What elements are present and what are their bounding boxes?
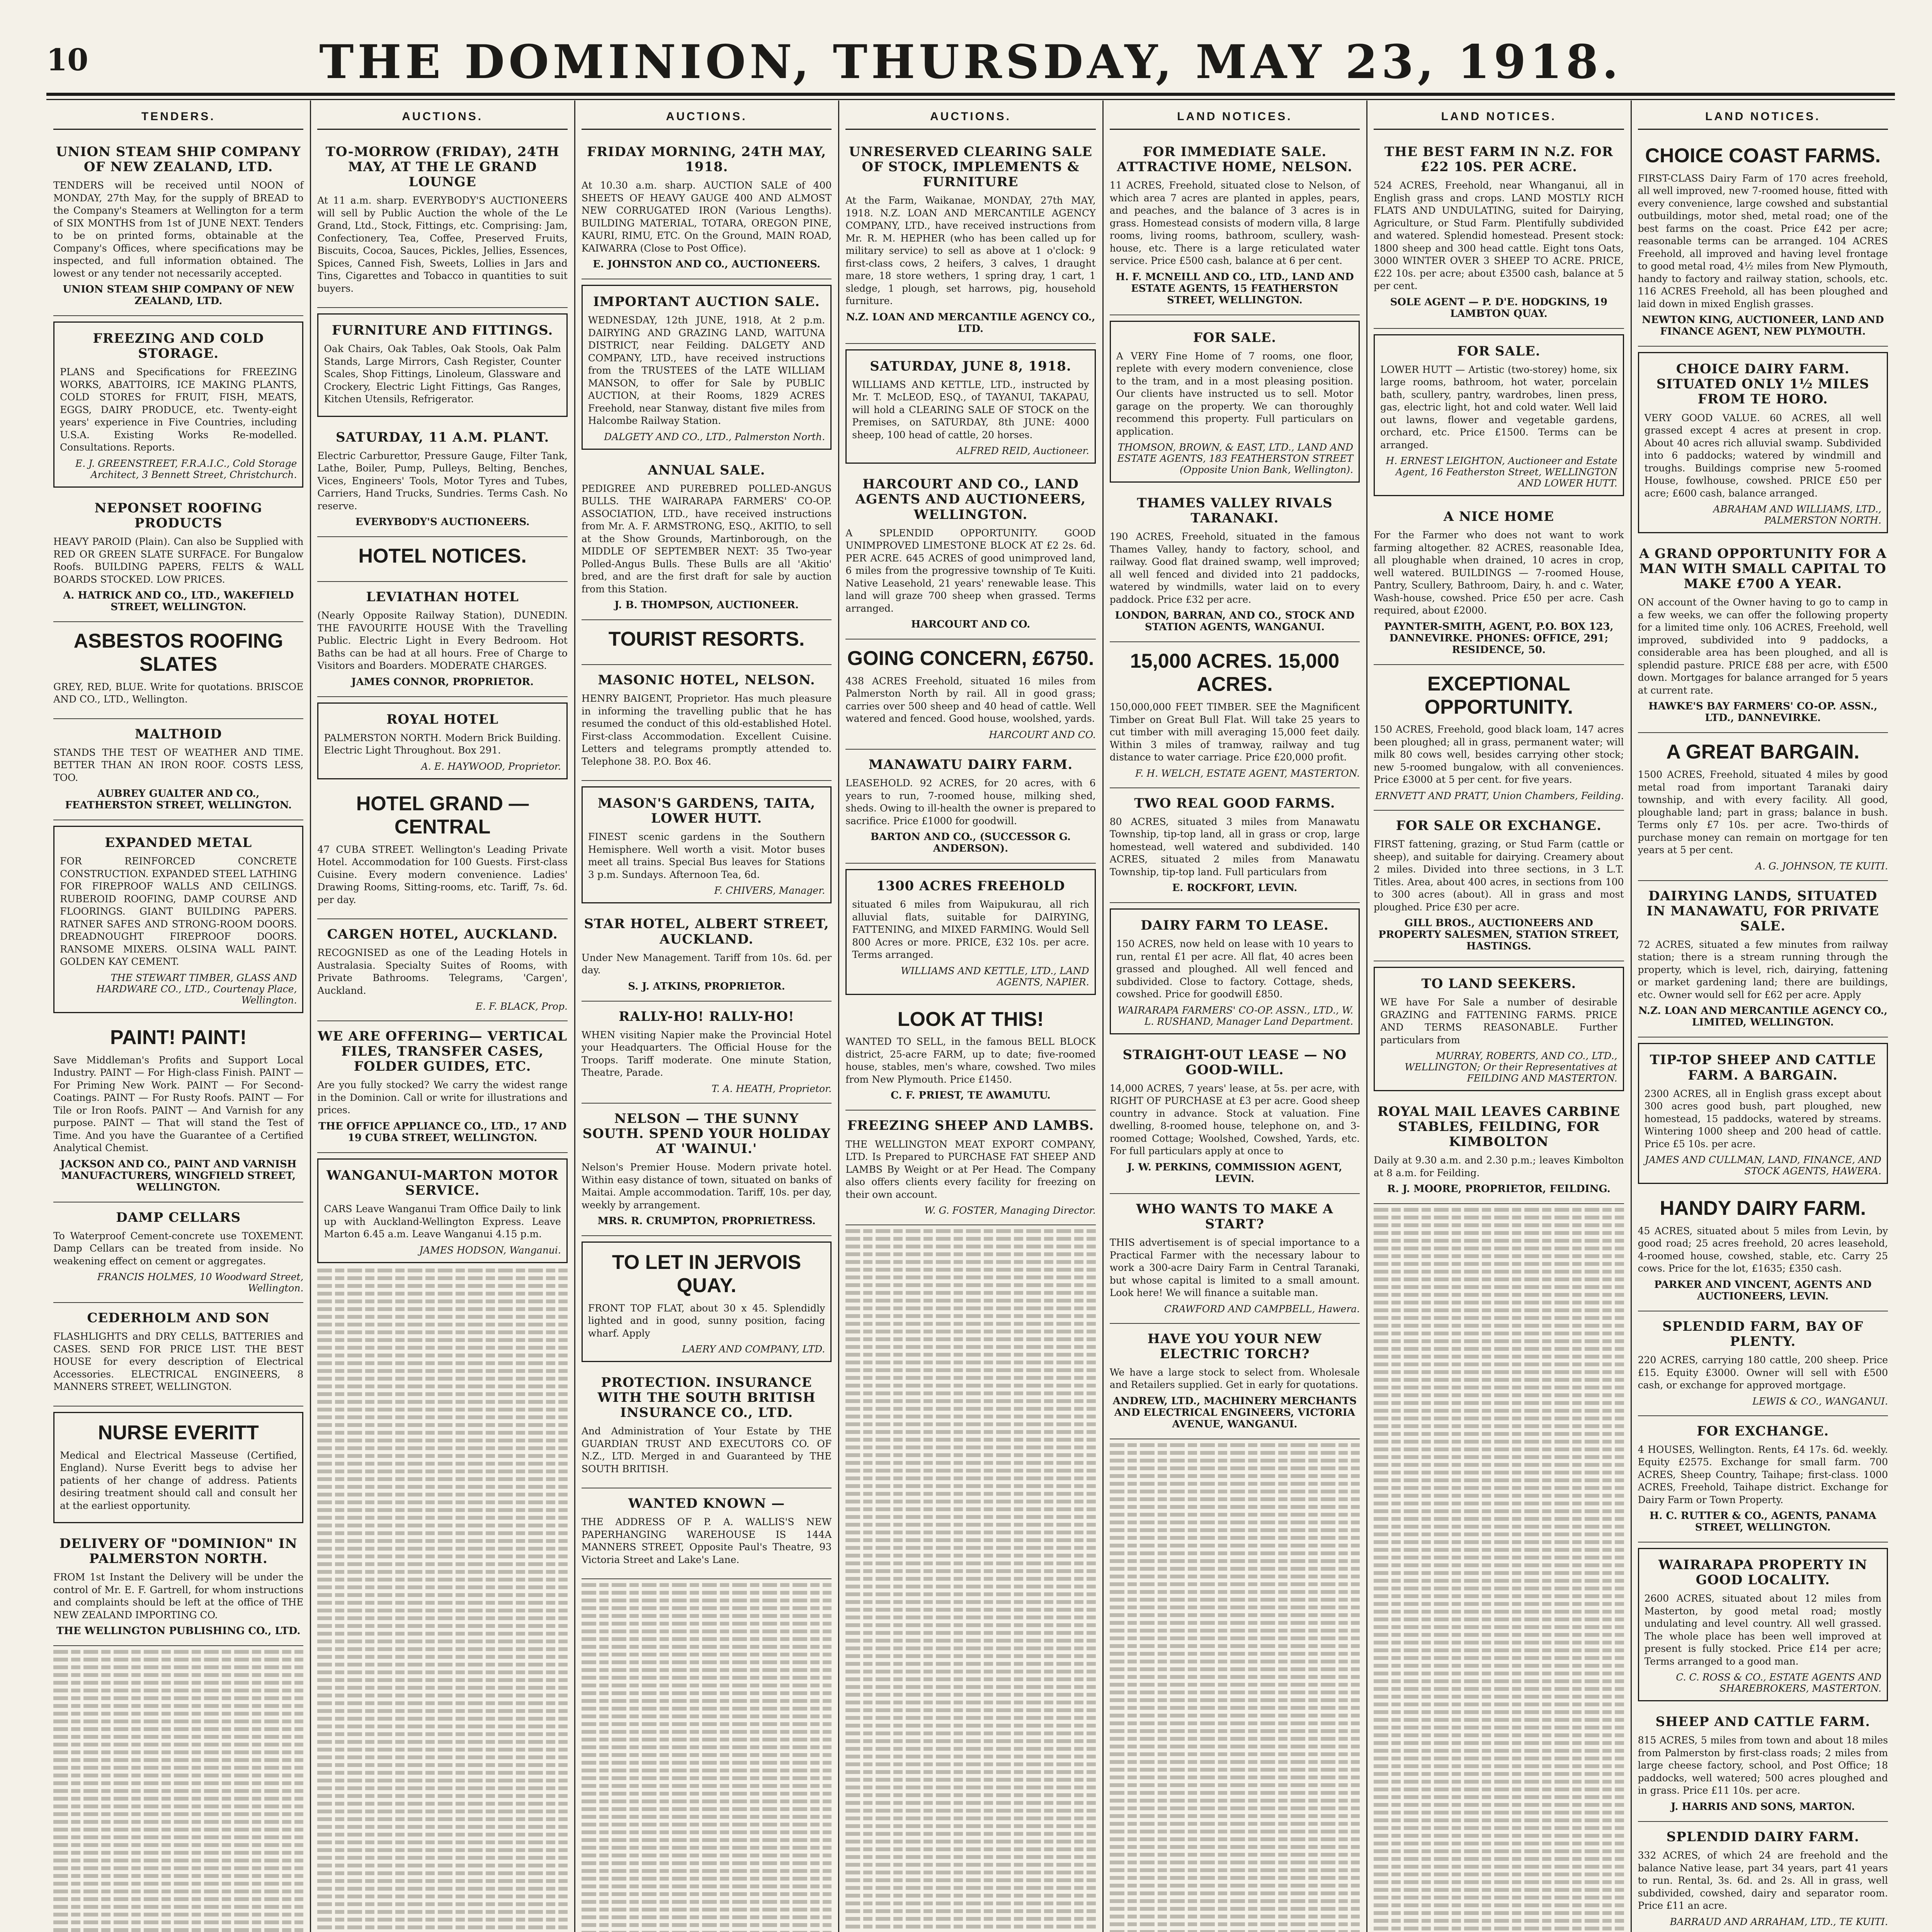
ad-title: RALLY-HO! RALLY-HO! bbox=[619, 1009, 794, 1024]
masthead-rule bbox=[46, 93, 1895, 96]
ad-title: MANAWATU DAIRY FARM. bbox=[868, 757, 1073, 772]
ad-body: At 11 a.m. sharp. EVERYBODY'S AUCTIONEERS will sell by Public Auction the whole of the Le Grand, Ltd., Stock, Fittings, etc. Comprising: Jam, Confectionery, Tea, Coffee, Preserved Fruits, Biscuits, Cocoa, Sauces, Pickles, Jellies, Essences, Spices, Canned Fish, Sweets, Lollies in Jars and Tins, Cigarettes and Tobacco in quantities to suit buyers. bbox=[317, 195, 568, 294]
ad-body: (Nearly Opposite Railway Station), DUNEDIN. THE FAVOURITE HOUSE With the Travelling Public. Electric Light in Every Bedroom. Hot Baths can be had at all hours. Free of Charge to Visitors and Boarders. MODERATE CHARGES. bbox=[317, 610, 568, 672]
ad-body: 190 ACRES, Freehold, situated in the famous Thames Valley, handy to factory, school, and railway. Good flat drained swamp, well improved; all well fenced and divided into 21 paddocks, watered by windmills, water laid on to every paddock. Price £32 per acre. bbox=[1109, 531, 1360, 605]
ad-title: DELIVERY OF "DOMINION" IN PALMERSTON NORTH. bbox=[59, 1536, 298, 1567]
ad-title: 1300 ACRES FREEHOLD bbox=[876, 878, 1065, 894]
ad-body: A SPLENDID OPPORTUNITY. GOOD UNIMPROVED LIMESTONE BLOCK AT £2 2s. 6d. PER ACRE. 645 ACRES of good unimproved land, 6 miles from the progressive township of Te Kuiti. Native Leasehold, 21 years' renewable lease. This land will graze 700 sheep when grassed. Terms arranged. bbox=[845, 527, 1096, 614]
advertisement bbox=[582, 620, 832, 665]
ad-body: HENRY BAIGENT, Proprietor. Has much pleasure in informing the travelling public that he has resumed the conduct of this old-established Hotel. First-class Accommodation. Excellent Cuisine. Letters and telegrams promptly attended to. Telephone 38. P.O. Box 46. bbox=[581, 693, 832, 767]
ad-body: FRONT TOP FLAT, about 30 x 45. Splendidly lighted and in good, sunny position, facing wharf. Apply bbox=[588, 1302, 825, 1339]
ad-signature: H. ERNEST LEIGHTON, Auctioneer and Estate Agent, 16 Featherston Street, WELLINGTON AND LOWER HUTT. bbox=[1386, 455, 1617, 489]
ad-title: A GRAND OPPORTUNITY FOR A MAN WITH SMALL CAPITAL TO MAKE £700 A YEAR. bbox=[1639, 546, 1887, 592]
advertisement bbox=[1638, 733, 1888, 881]
column-filler bbox=[1110, 1443, 1360, 1932]
column-heading: AUCTIONS. bbox=[845, 106, 1095, 130]
advertisement bbox=[53, 1019, 303, 1202]
advertisement bbox=[1638, 1189, 1888, 1311]
ad-title: FOR EXCHANGE. bbox=[1697, 1423, 1829, 1439]
advertisement bbox=[582, 665, 832, 781]
ad-title: FREEZING AND COLD STORAGE. bbox=[93, 331, 264, 362]
advertisement bbox=[53, 1529, 303, 1646]
advertisement bbox=[582, 786, 832, 903]
advertisement bbox=[1638, 1311, 1888, 1416]
ad-signature: JAMES AND CULLMAN, LAND, FINANCE, AND STOCK AGENTS, HAWERA. bbox=[1645, 1154, 1881, 1177]
ad-title: WAIRARAPA PROPERTY IN GOOD LOCALITY. bbox=[1658, 1557, 1867, 1588]
ad-signature: JACKSON AND CO., PAINT AND VARNISH MANUFACTURERS, WINGFIELD STREET, WELLINGTON. bbox=[60, 1158, 297, 1193]
ad-signature: ABRAHAM AND WILLIAMS, LTD., PALMERSTON NORTH. bbox=[1713, 503, 1881, 526]
advertisement bbox=[1110, 788, 1360, 903]
column-1 bbox=[46, 106, 310, 1932]
advertisement bbox=[317, 422, 567, 537]
ad-title: PROTECTION. INSURANCE WITH THE SOUTH BRITISH INSURANCE CO., LTD. bbox=[597, 1375, 816, 1421]
ad-title: IMPORTANT AUCTION SALE. bbox=[593, 294, 820, 310]
ad-signature: THE STEWART TIMBER, GLASS AND HARDWARE CO., LTD., Courtenay Place, Wellington. bbox=[96, 972, 297, 1006]
ad-title: TO-MORROW (FRIDAY), 24TH MAY, AT THE LE GRAND LOUNGE bbox=[325, 144, 560, 190]
ad-title: ASBESTOS ROOFING SLATES bbox=[73, 630, 283, 675]
ad-signature: MRS. R. CRUMPTON, PROPRIETRESS. bbox=[597, 1215, 816, 1227]
ad-body: CARS Leave Wanganui Tram Office Daily to link up with Auckland-Wellington Express. Leave Marton 6.45 a.m. Leave Wanganui 4.15 p.m. bbox=[324, 1203, 561, 1240]
ad-signature: MURRAY, ROBERTS, AND CO., LTD., WELLINGTON; Or their Representatives at FEILDING AND MASTERTON. bbox=[1405, 1050, 1617, 1084]
ad-body: Save Middleman's Profits and Support Local Industry. PAINT — For High-class Finish. PAINT — For Priming New Work. PAINT — For Second-Coatings. PAINT — For Rusty Roofs. PAINT — For Tile or Iron Roofs. PAINT — And Varnish for any purpose. PAINT — That will stand the Test of Time. And you have the Guarantee of a Certified Analytical Chemist. bbox=[53, 1054, 304, 1154]
ad-title: EXCEPTIONAL OPPORTUNITY. bbox=[1424, 672, 1573, 718]
advertisement bbox=[53, 1303, 303, 1406]
column-filler bbox=[53, 1650, 303, 1932]
ad-body: 150 ACRES, Freehold, good black loam, 147 acres been ploughed; all in grass, permanent water; will milk 80 cows well, besides carrying other stock; new 5-roomed bungalow, with all conveniences. Price £3000 at 5 per cent. for five years. bbox=[1374, 724, 1624, 786]
ad-title: ROYAL MAIL LEAVES CARBINE STABLES, FEILDING, FOR KIMBOLTON bbox=[1377, 1104, 1621, 1150]
ad-body: 438 ACRES Freehold, situated 16 miles from Palmerston North by rail. All in good grass; carries over 500 sheep and 40 head of cattle. Well watered and fenced. Good house, woolshed, yards. bbox=[845, 675, 1096, 724]
advertisement bbox=[1638, 1822, 1888, 1932]
ad-title: TOURIST RESORTS. bbox=[608, 628, 805, 651]
ad-title: MASONIC HOTEL, NELSON. bbox=[598, 672, 815, 688]
ad-body: ON account of the Owner having to go to camp in a few weeks, we can offer the following property for a limited time only. 106 ACRES, Freehold, well improved, subdivided into 9 paddocks, a considerable area has been ploughed, and all is splendid pasture. PRICE £88 per acre, with £500 down. Mortgages for balance arranged for 5 years at current rate. bbox=[1638, 597, 1888, 696]
ad-signature: C. C. ROSS & CO., ESTATE AGENTS AND SHAREBROKERS, MASTERTON. bbox=[1676, 1672, 1881, 1694]
column-5 bbox=[1103, 106, 1367, 1932]
ad-title: WE ARE OFFERING— VERTICAL FILES, TRANSFER CASES, FOLDER GUIDES, ETC. bbox=[318, 1029, 567, 1075]
ad-signature: F. CHIVERS, Manager. bbox=[714, 885, 825, 896]
column-2 bbox=[310, 106, 574, 1932]
ad-signature: H. C. RUTTER & CO., AGENTS, PANAMA STREET, WELLINGTON. bbox=[1649, 1510, 1876, 1534]
ad-body: Electric Carburettor, Pressure Gauge, Filter Tank, Lathe, Boiler, Pump, Pulleys, Belting, Benches, Vices, Engineers' Tools, Motor Tyres and Tubes, Carriers, Hand Trucks, Sundries. Terms Cash. No reserve. bbox=[317, 450, 568, 512]
ad-signature: THOMSON, BROWN, & EAST, LTD., LAND AND ESTATE AGENTS, 183 FEATHERSTON STREET (Opposite Union Bank, Wellington). bbox=[1117, 442, 1354, 476]
ad-body: At the Farm, Waikanae, MONDAY, 27th MAY, 1918. N.Z. LOAN AND MERCANTILE AGENCY COMPANY, LTD., have received instructions from Mr. R. M. HEPHER (who has been called up for military service) to sell as above at 1 o'clock: 9 first-class cows, 2 heifers, 3 calves, 1 draught mare, 18 store wethers, 1 spring dray, 1 cart, 1 sledge, 1 plough, set harrows, pig, household furniture. bbox=[845, 195, 1096, 307]
ad-signature: LEWIS & CO., WANGANUI. bbox=[1752, 1395, 1888, 1407]
advertisement bbox=[53, 1412, 303, 1523]
ad-title: TIP-TOP SHEEP AND CATTLE FARM. A BARGAIN. bbox=[1650, 1052, 1876, 1083]
advertisement bbox=[1638, 352, 1888, 533]
advertisement bbox=[53, 321, 303, 488]
ad-title: TWO REAL GOOD FARMS. bbox=[1134, 795, 1335, 811]
ad-signature: N.Z. LOAN AND MERCANTILE AGENCY CO., LIMITED, WELLINGTON. bbox=[1638, 1005, 1888, 1029]
ad-body: A VERY Fine Home of 7 rooms, one floor, replete with every modern convenience, close to the tram, and in a most pleasing position. Our clients have instructed us to sell. Motor garage on the property. We can thoroughly recommend this property. Full particulars on application. bbox=[1116, 350, 1354, 437]
ad-title: A GREAT BARGAIN. bbox=[1666, 741, 1860, 764]
ad-title: FOR SALE. bbox=[1193, 330, 1277, 345]
ad-title: ANNUAL SALE. bbox=[648, 462, 765, 478]
ad-body: FINEST scenic gardens in the Southern Hemisphere. Well worth a visit. Motor buses meet all trains. Special Bus leaves for Stations 3 p.m. Sundays. Afternoon Tea, 6d. bbox=[588, 831, 825, 880]
advertisement bbox=[1374, 137, 1624, 329]
ad-title: SPLENDID DAIRY FARM. bbox=[1666, 1829, 1859, 1845]
ad-body: 47 CUBA STREET. Wellington's Leading Private Hotel. Accommodation for 100 Guests. First-class Cuisine. Every modern convenience. Ladies' Drawing Rooms, Sitting-rooms, etc. Tariff, 7s. 6d. per day. bbox=[317, 844, 568, 905]
masthead bbox=[46, 31, 1895, 89]
page-number: 10 bbox=[46, 43, 88, 78]
ad-body: PALMERSTON NORTH. Modern Brick Building. Electric Light Throughout. Box 291. bbox=[324, 732, 561, 756]
advertisement bbox=[1110, 908, 1360, 1034]
advertisement bbox=[582, 1488, 832, 1579]
ad-title: STAR HOTEL, ALBERT STREET, AUCKLAND. bbox=[584, 916, 829, 947]
ad-body: THE ADDRESS OF P. A. WALLIS'S NEW PAPERHANGING WAREHOUSE IS 144A MANNERS STREET, Opposite Paul's Theatre, 93 Victoria Street and Lake's Lane. bbox=[581, 1516, 832, 1565]
column-filler bbox=[1374, 1208, 1624, 1932]
ad-title: THE BEST FARM IN N.Z. FOR £22 10S. PER ACRE. bbox=[1384, 144, 1613, 175]
ad-body: 1500 ACRES, Freehold, situated 4 miles by good metal road from important Taranaki dairy township, and with every facility. All good, ploughable land; part in grass; balance in bush. Terms only £7 10s. per acre. Two-thirds of purchase money can remain on mortgage for ten years at 5 per cent. bbox=[1638, 769, 1888, 856]
ad-body: 4 HOUSES, Wellington. Rents, £4 17s. 6d. weekly. Equity £2575. Exchange for small farm. 700 ACRES, Sheep Country, Taihape; first-class. 1000 ACRES, Freehold, Taihape district. Exchange for Dairy Farm or Town Property. bbox=[1638, 1444, 1888, 1505]
ad-signature: C. F. PRIEST, TE AWAMUTU. bbox=[891, 1090, 1051, 1102]
advertisement bbox=[1638, 137, 1888, 347]
advertisement bbox=[1638, 1416, 1888, 1543]
ad-title: HOTEL NOTICES. bbox=[358, 545, 527, 568]
advertisement bbox=[1374, 502, 1624, 665]
advertisement bbox=[1374, 1097, 1624, 1204]
advertisement bbox=[317, 1158, 567, 1263]
ad-body: STANDS THE TEST OF WEATHER AND TIME. BETTER THAN AN IRON ROOF. COSTS LESS, TOO. bbox=[53, 747, 304, 783]
ad-signature: ERNVETT AND PRATT, Union Chambers, Feilding. bbox=[1375, 790, 1624, 801]
ad-title: DAIRYING LANDS, SITUATED IN MANAWATU, FOR PRIVATE SALE. bbox=[1646, 888, 1879, 934]
ad-body: 80 ACRES, situated 3 miles from Manawatu Township, tip-top land, all in grass or crop, large homestead, well watered and subdivided. 140 ACRES, situated 2 miles from Manawatu Township, tip-top land. Full particulars from bbox=[1109, 816, 1360, 878]
advertisement bbox=[582, 1242, 832, 1362]
ad-signature: R. J. MOORE, PROPRIETOR, FEILDING. bbox=[1387, 1183, 1611, 1195]
ad-body: Under New Management. Tariff from 10s. 6d. per day. bbox=[581, 952, 832, 976]
ad-signature: BARRAUD AND ARRAHAM, LTD., TE KUITI. bbox=[1670, 1916, 1888, 1927]
column-filler bbox=[317, 1269, 567, 1932]
ad-body: WILLIAMS AND KETTLE, LTD., instructed by Mr. T. McLEOD, ESQ., of TAYANUI, TAKAPAU, will hold a CLEARING SALE OF STOCK on the Premises, on SATURDAY, 8th JUNE: 4000 sheep, 100 head of cattle, 20 horses. bbox=[852, 379, 1089, 440]
column-filler bbox=[582, 1583, 832, 1932]
ad-signature: J. W. PERKINS, COMMISSION AGENT, LEVIN. bbox=[1127, 1161, 1342, 1185]
ad-signature: J. B. THOMPSON, AUCTIONEER. bbox=[614, 599, 799, 611]
ad-body: FROM 1st Instant the Delivery will be under the control of Mr. E. F. Gartrell, for whom instructions and complaints should be left at the office of THE NEW ZEALAND IMPORTING CO. bbox=[53, 1571, 304, 1621]
ad-body: To Waterproof Cement-concrete use TOXEMENT. Damp Cellars can be treated from inside. No weakening effect on cement or aggregates. bbox=[53, 1230, 304, 1267]
ad-signature: WILLIAMS AND KETTLE, LTD., LAND AGENTS, NAPIER. bbox=[901, 965, 1089, 988]
ad-body: FOR REINFORCED CONCRETE CONSTRUCTION. EXPANDED STEEL LATHING FOR FIREPROOF WALLS AND CEILINGS. RUBEROID ROOFING, DAMP COURSE AND FLOORINGS. GIANT BUILDING PAPERS. RATNER SAFES AND STRONG-ROOM DOORS. DREADNOUGHT FIREPROOF DOORS. RANSOME MIXERS. OLSINA WALL PAINT. GOLDEN KAY CEMENT. bbox=[60, 855, 297, 968]
ad-body: GREY, RED, BLUE. Write for quotations. BRISCOE AND CO., LTD., Wellington. bbox=[53, 681, 304, 705]
advertisement bbox=[1374, 665, 1624, 811]
column-heading: LAND NOTICES. bbox=[1374, 106, 1624, 130]
ad-signature: AUBREY GUALTER AND CO., FEATHERSTON STREET, WELLINGTON. bbox=[65, 788, 292, 811]
ad-signature: ALFRED REID, Auctioneer. bbox=[956, 445, 1089, 457]
column-heading: AUCTIONS. bbox=[582, 106, 832, 130]
ad-body: Oak Chairs, Oak Tables, Oak Stools, Oak Palm Stands, Large Mirrors, Cash Register, Counter Scales, Shop Fittings, Linoleum, Glassware and Crockery, Electric Light Fittings, Gas Ranges, Kitchen Utensils, Refrigerator. bbox=[324, 343, 561, 405]
advertisement bbox=[582, 137, 832, 279]
ad-body: 45 ACRES, situated about 5 miles from Levin, by good road; 25 acres freehold, 20 acres leasehold, 4-roomed house, cowshed, stable, etc. Carry 25 cows. Price for the lot, £1635; £350 cash. bbox=[1638, 1225, 1888, 1274]
ad-title: DAMP CELLARS bbox=[116, 1209, 241, 1225]
advertisement bbox=[1110, 488, 1360, 642]
advertisement bbox=[317, 1021, 567, 1153]
ad-title: SATURDAY, JUNE 8, 1918. bbox=[870, 358, 1071, 374]
ad-body: Daily at 9.30 a.m. and 2.30 p.m.; leaves Kimbolton at 8 a.m. for Feilding. bbox=[1374, 1155, 1624, 1179]
ad-title: DAIRY FARM TO LEASE. bbox=[1141, 918, 1329, 934]
ad-body: 2600 ACRES, situated about 12 miles from Masterton, by good metal road; mostly undulating and level country. All well grassed. The whole place has been well improved at present is fully stocked. Price £14 per acre; Terms arranged to a good man. bbox=[1644, 1593, 1881, 1667]
ad-title: FOR SALE OR EXCHANGE. bbox=[1396, 818, 1602, 833]
advertisement bbox=[845, 137, 1095, 344]
advertisement bbox=[317, 313, 567, 417]
advertisement bbox=[1374, 334, 1624, 497]
ad-signature: EVERYBODY'S AUCTIONEERS. bbox=[355, 516, 530, 528]
column-6 bbox=[1367, 106, 1631, 1932]
ad-signature: W. G. FOSTER, Managing Director. bbox=[924, 1205, 1096, 1216]
column-7 bbox=[1631, 106, 1895, 1932]
ad-body: 2300 ACRES, all in English grass except about 300 acres good bush, part ploughed, new homestead, 15 paddocks, watered by streams. Wintering 1000 sheep and 200 head of cattle. Price £5 10s. per acre. bbox=[1644, 1088, 1881, 1150]
ad-title: FREEZING SHEEP AND LAMBS. bbox=[847, 1118, 1094, 1134]
ad-body: 11 ACRES, Freehold, situated close to Nelson, of which area 7 acres are planted in apples, pears, and peaches, and the balance of 3 acres is in grass. Homestead consists of modern villa, 8 large rooms, living rooms, bathroom, scullery, wash-house, etc. There is a large reticulated water service. Price £500 cash, balance at 6 per cent. bbox=[1109, 180, 1360, 267]
ad-title: HARCOURT AND CO., LAND AGENTS AND AUCTIONEERS, WELLINGTON. bbox=[855, 476, 1086, 522]
ad-signature: N.Z. LOAN AND MERCANTILE AGENCY CO., LTD. bbox=[846, 311, 1095, 335]
ad-title: ROYAL HOTEL bbox=[386, 711, 499, 727]
ad-signature: J. HARRIS AND SONS, MARTON. bbox=[1671, 1801, 1855, 1813]
ad-title: WHO WANTS TO MAKE A START? bbox=[1136, 1201, 1333, 1232]
ad-title: A NICE HOME bbox=[1443, 509, 1554, 525]
advertisement bbox=[582, 455, 832, 621]
ad-title: CHOICE COAST FARMS. bbox=[1645, 145, 1881, 167]
ad-signature: HARCOURT AND CO. bbox=[911, 619, 1031, 631]
ad-signature: LONDON, BARRAN, AND CO., STOCK AND STATION AGENTS, WANGANUI. bbox=[1115, 610, 1355, 633]
advertisement bbox=[582, 285, 832, 450]
advertisement bbox=[53, 719, 303, 821]
ad-body: 72 ACRES, situated a few minutes from railway station; there is a stream running through the property, which is level, rich, dairying, fattening or market gardening land; there are buildings, etc. Owner would sell for £62 per acre. Apply bbox=[1638, 939, 1888, 1000]
ad-signature: BARTON AND CO., (SUCCESSOR G. ANDERSON). bbox=[870, 831, 1071, 855]
ad-title: 15,000 ACRES. 15,000 ACRES. bbox=[1130, 650, 1340, 696]
advertisement bbox=[53, 1202, 303, 1303]
advertisement bbox=[1374, 967, 1624, 1091]
ad-title: SPLENDID FARM, BAY OF PLENTY. bbox=[1662, 1318, 1864, 1350]
column-divider bbox=[838, 100, 839, 1932]
ad-title: CARGEN HOTEL, AUCKLAND. bbox=[327, 927, 558, 942]
ad-signature: T. A. HEATH, Proprietor. bbox=[711, 1083, 832, 1094]
advertisement bbox=[1638, 1043, 1888, 1184]
ad-signature: CRAWFORD AND CAMPBELL, Hawera. bbox=[1164, 1303, 1360, 1315]
ad-body: THE WELLINGTON MEAT EXPORT COMPANY, LTD. Is Prepared to PURCHASE FAT SHEEP AND LAMBS By Weight or at Per Head. The Company also offers clients every facility for freezing on their own account. bbox=[845, 1138, 1096, 1200]
advertisement bbox=[317, 537, 567, 582]
ad-signature: UNION STEAM SHIP COMPANY OF NEW ZEALAND, LTD. bbox=[63, 284, 294, 307]
ad-title: NELSON — THE SUNNY SOUTH. SPEND YOUR HOLIDAY AT 'WAINUI.' bbox=[582, 1111, 831, 1156]
ad-body: At 10.30 a.m. sharp. AUCTION SALE of 400 SHEETS OF HEAVY GAUGE 400 AND ALMOST NEW CORRUGATED IRON (Various Lengths). BUILDING MATERIAL, TOTARA, OREGON PINE, KAURI, RIMU, ETC. On the Ground, MAIN ROAD, KAIWARRA (Close to Post Office). bbox=[581, 180, 832, 254]
ad-signature: JAMES HODSON, Wanganui. bbox=[419, 1244, 561, 1256]
ad-body: 150 ACRES, now held on lease with 10 years to run, rental £1 per acre. All flat, 40 acres been grassed and ploughed. All well fenced and subdivided. Close to factory. Cottage, sheds, cowshed. Price for goodwill £850. bbox=[1116, 938, 1354, 1000]
advertisement bbox=[1638, 1707, 1888, 1822]
ad-body: And Administration of Your Estate by THE GUARDIAN TRUST AND EXECUTORS CO. OF N.Z., LTD. Merged in and Guaranteed by THE SOUTH BRITISH. bbox=[581, 1425, 832, 1475]
ad-body: Are you fully stocked? We carry the widest range in the Dominion. Call or write for illustrations and prices. bbox=[317, 1079, 568, 1116]
ad-signature: E. J. GREENSTREET, F.R.A.I.C., Cold Storage Architect, 3 Bennett Street, Christchurch. bbox=[75, 457, 297, 480]
ad-body: 332 ACRES, of which 24 are freehold and the balance Native lease, part 34 years, part 41 years to run. Rental, 3s. 6d. and 2s. All in grass, well subdivided, cowshed, dairy and separator room. Price £11 an acre. bbox=[1638, 1850, 1888, 1912]
advertisement bbox=[1638, 1548, 1888, 1701]
advertisement bbox=[53, 622, 303, 719]
ad-title: MALTHOID bbox=[134, 726, 222, 742]
ad-title: THAMES VALLEY RIVALS TARANAKI. bbox=[1137, 495, 1333, 526]
ad-title: HAVE YOU YOUR NEW ELECTRIC TORCH? bbox=[1147, 1331, 1322, 1362]
advertisement bbox=[1110, 642, 1360, 788]
advertisement bbox=[1110, 137, 1360, 315]
ad-signature: E. F. BLACK, Prop. bbox=[475, 1001, 568, 1012]
advertisement bbox=[845, 639, 1095, 750]
ad-title: GOING CONCERN, £6750. bbox=[847, 647, 1094, 670]
ad-body: 150,000,000 FEET TIMBER. SEE the Magnificent Timber on Great Bull Flat. Will take 25 years to cut timber with mill averaging 15,000 feet daily. Within 3 miles of tramway, railway and tug distance to water carriage. Price £20,000 profit. bbox=[1109, 701, 1360, 763]
ad-title: LOOK AT THIS! bbox=[897, 1008, 1044, 1031]
advertisement bbox=[1110, 1040, 1360, 1194]
ad-body: 14,000 ACRES, 7 years' lease, at 5s. per acre, with RIGHT OF PURCHASE at £3 per acre. Good sheep country in advance. Stock at valuation. Fine dwelling, 8-roomed house, telephone on, and 3-roomed Cottage; Woolshed, Cowshed, Yards, etc. For full particulars apply at once to bbox=[1109, 1082, 1360, 1157]
ad-signature: HAWKE'S BAY FARMERS' CO-OP. ASSN., LTD., DANNEVIRKE. bbox=[1648, 701, 1878, 724]
ad-body: RECOGNISED as one of the Leading Hotels in Australasia. Specialty Suites of Rooms, with Private Bathrooms. Telegrams, 'Cargen', Auckland. bbox=[317, 947, 568, 996]
ad-title: FOR IMMEDIATE SALE. ATTRACTIVE HOME, NELSON. bbox=[1117, 144, 1353, 175]
ad-signature: HARCOURT AND CO. bbox=[989, 729, 1096, 740]
ad-body: For the Farmer who does not want to work farming altogether. 82 ACRES, reasonable Idea, all ploughable when drained, 10 acres in crop, well watered. BUILDINGS — 7-roomed House, Pantry, Scullery, Bathroom, Dairy, h. and c. Water, Wash-house, cowshed. Price £50 per acre. Cash required, about £2000. bbox=[1374, 529, 1624, 616]
ad-title: FURNITURE AND FITTINGS. bbox=[332, 323, 553, 338]
column-divider bbox=[1366, 100, 1367, 1932]
ad-signature: NEWTON KING, AUCTIONEER, LAND AND FINANCE AGENT, NEW PLYMOUTH. bbox=[1641, 314, 1884, 338]
ad-body: 815 ACRES, 5 miles from town and about 18 miles from Palmerston by first-class roads; 2 miles from large cheese factory, school, and Post Office; 18 paddocks, well watered; 500 acres ploughed and in grass. Price £11 10s. per acre. bbox=[1638, 1735, 1888, 1796]
column-divider bbox=[1102, 100, 1104, 1932]
ad-signature: DALGETY AND CO., LTD., Palmerston North. bbox=[604, 431, 825, 442]
ad-signature: A. HATRICK AND CO., LTD., WAKEFIELD STREET, WELLINGTON. bbox=[63, 590, 294, 613]
ad-body: FIRST-CLASS Dairy Farm of 170 acres freehold, all well improved, new 7-roomed house, fitted with every convenience, large cowshed and substantial outbuildings, motor shed, metal road; one of the best farms on the coast. Price £42 per acre; reasonable terms can be arranged. 104 ACRES Freehold, all improved and having level frontage to good metal road, 4½ miles from New Plymouth, handy to factory and railway station, schools, etc. 116 ACRES Freehold, all has been ploughed and laid down in mixed English grasses. bbox=[1638, 172, 1888, 310]
ad-title: NURSE EVERITT bbox=[98, 1421, 259, 1444]
ad-title: UNION STEAM SHIP COMPANY OF NEW ZEALAND, LTD. bbox=[56, 144, 301, 175]
ad-body: WEDNESDAY, 12th JUNE, 1918, At 2 p.m. DAIRYING AND GRAZING LAND, WAITUNA DISTRICT, near Feilding. DALGETY AND COMPANY, LTD., have received instructions from the TRUSTEES of the LATE WILLIAM MANSON, to offer for Sale by PUBLIC AUCTION, at their Rooms, 1829 ACRES Freehold, near Stanway, distant five miles from Halcombe Railway Station. bbox=[588, 315, 825, 427]
ad-signature: E. JOHNSTON AND CO., AUCTIONEERS. bbox=[593, 259, 821, 270]
ad-title: WANGANUI-MARTON MOTOR SERVICE. bbox=[326, 1167, 559, 1199]
advertisement bbox=[317, 702, 567, 779]
advertisement bbox=[582, 1104, 832, 1236]
ad-signature: JAMES CONNOR, PROPRIETOR. bbox=[351, 676, 534, 688]
ad-signature: THE OFFICE APPLIANCE CO., LTD., 17 AND 19 CUBA STREET, WELLINGTON. bbox=[318, 1120, 567, 1144]
advertisement bbox=[845, 1111, 1095, 1225]
ad-signature: A. G. JOHNSON, TE KUITI. bbox=[1755, 860, 1888, 872]
ad-title: MASON'S GARDENS, TAITA, LOWER HUTT. bbox=[597, 796, 816, 827]
ad-title: LEVIATHAN HOTEL bbox=[366, 589, 519, 605]
column-divider bbox=[1631, 100, 1632, 1932]
column-heading: LAND NOTICES. bbox=[1638, 106, 1888, 130]
ad-signature: E. ROCKFORT, LEVIN. bbox=[1172, 882, 1298, 894]
ad-title: EXPANDED METAL bbox=[105, 835, 252, 851]
ad-signature: PARKER AND VINCENT, AGENTS AND AUCTIONEERS, LEVIN. bbox=[1654, 1279, 1872, 1302]
ad-body: VERY GOOD VALUE. 60 ACRES, all well grassed except 4 acres at present in crop. About 40 acres rich alluvial swamp. Subdivided into 6 paddocks; watered by windmill and troughs. Buildings comprise new 5-roomed House, fowlhouse, cowshed. PRICE £50 per acre; £600 cash, balance arranged. bbox=[1644, 412, 1881, 499]
ad-body: WANTED TO SELL, in the famous BELL BLOCK district, 25-acre FARM, up to date; five-roomed house, stables, men's whare, cowshed. Two miles from New Plymouth. Price £1450. bbox=[845, 1036, 1096, 1085]
advertisement bbox=[317, 582, 567, 697]
masthead-rule-thin bbox=[46, 99, 1895, 100]
advertisement bbox=[317, 137, 567, 308]
advertisement bbox=[845, 1000, 1095, 1111]
advertisement bbox=[1374, 811, 1624, 961]
ad-body: THIS advertisement is of special importance to a Practical Farmer with the necessary labour to work a 300-acre Dairy Farm in Central Taranaki, but whose capital is limited to a small amount. Look here! We will finance a suitable man. bbox=[1109, 1237, 1360, 1299]
ad-title: TO LAND SEEKERS. bbox=[1421, 976, 1577, 992]
ad-title: NEPONSET ROOFING PRODUCTS bbox=[94, 500, 262, 531]
ad-title: HANDY DAIRY FARM. bbox=[1660, 1197, 1866, 1220]
advertisement bbox=[845, 349, 1095, 464]
advertisement bbox=[317, 919, 567, 1021]
ad-signature: GILL BROS., AUCTIONEERS AND PROPERTY SALESMEN, STATION STREET, HASTINGS. bbox=[1378, 917, 1619, 952]
ad-body: We have a large stock to select from. Wholesale and Retailers supplied. Get in early for quotations. bbox=[1109, 1366, 1360, 1391]
ad-body: PEDIGREE AND PUREBRED POLLED-ANGUS BULLS. THE WAIRARAPA FARMERS' CO-OP. ASSOCIATION, LTD., have received instructions from Mr. A. F. ARMSTRONG, ESQ., AKITIO, to sell at the Show Grounds, Martinborough, on the MIDDLE OF SEPTEMBER NEXT: 35 Two-year Polled-Angus Bulls. These Bulls are all 'Akitio' bred, and are the first draft for sale by auction from this Station. bbox=[581, 483, 832, 595]
ad-signature: THE WELLINGTON PUBLISHING CO., LTD. bbox=[56, 1625, 301, 1637]
ad-body: Nelson's Premier House. Modern private hotel. Within easy distance of town, situated on banks of Maitai. Ample accommodation. Tariff, 10s. per day, weekly by arrangement. bbox=[581, 1162, 832, 1211]
ad-body: PLANS and Specifications for FREEZING WORKS, ABATTOIRS, ICE MAKING PLANTS, COLD STORES for FRUIT, FISH, MEATS, EGGS, DAIRY PRODUCE, etc. Twenty-eight years' experience in Five Countries, including U.S.A. Existing Works Re-modelled. Consultations. Reports. bbox=[60, 366, 297, 453]
ad-body: WE have For Sale a number of desirable GRAZING and FATTENING FARMS. PRICE AND TERMS REASONABLE. Further particulars from bbox=[1380, 997, 1617, 1046]
advertisement bbox=[53, 493, 303, 622]
ad-signature: PAYNTER-SMITH, AGENT, P.O. BOX 123, DANNEVIRKE. PHONES: OFFICE, 291; RESIDENCE, 50. bbox=[1384, 621, 1614, 656]
ad-title: SHEEP AND CATTLE FARM. bbox=[1655, 1714, 1871, 1730]
ad-signature: ANDREW, LTD., MACHINERY MERCHANTS AND ELECTRICAL ENGINEERS, VICTORIA AVENUE, WANGANUI. bbox=[1112, 1395, 1357, 1430]
advertisement bbox=[582, 1367, 832, 1488]
advertisement bbox=[1638, 539, 1888, 733]
advertisement bbox=[582, 1002, 832, 1104]
ad-signature: FRANCIS HOLMES, 10 Woodward Street, Wellington. bbox=[97, 1271, 304, 1294]
ad-body: LOWER HUTT — Artistic (two-storey) home, six large rooms, bathroom, hot water, porcelain bath, scullery, pantry, wardrobes, linen press, gas, electric light, hot and cold water. Well laid out lawns, flower and vegetable gardens, orchard, etc. Price £1500. Terms can be arranged. bbox=[1380, 364, 1617, 451]
ad-title: FOR SALE. bbox=[1457, 343, 1541, 359]
advertisement bbox=[1110, 1194, 1360, 1324]
column-divider bbox=[310, 100, 311, 1932]
ad-signature: S. J. ATKINS, PROPRIETOR. bbox=[628, 980, 785, 992]
ad-body: 220 ACRES, carrying 180 cattle, 200 sheep. Price £15. Equity £3000. Owner will sell with £500 cash, or exchange for approved mortgage. bbox=[1638, 1354, 1888, 1391]
advertisement bbox=[1110, 1324, 1360, 1439]
ad-signature: SOLE AGENT — P. D'E. HODGKINS, 19 LAMBTON QUAY. bbox=[1390, 296, 1608, 320]
ad-body: FLASHLIGHTS and DRY CELLS, BATTERIES and CASES. SEND FOR PRICE LIST. THE BEST HOUSE for every description of Electrical Accessories. ELECTRICAL ENGINEERS, 8 MANNERS STREET, WELLINGTON. bbox=[53, 1331, 304, 1393]
column-heading: LAND NOTICES. bbox=[1110, 106, 1360, 130]
ad-body: TENDERS will be received until NOON of MONDAY, 27th May, for the supply of BREAD to the Company's Steamers at Wellington for a term of SIX MONTHS from 1st of JUNE NEXT. Tenders to be on printed forms, obtainable at the Company's Offices, where specifications may be inspected, and full information obtained. The lowest or any tender not necessarily accepted. bbox=[53, 180, 304, 279]
ad-title: STRAIGHT-OUT LEASE — NO GOOD-WILL. bbox=[1122, 1047, 1347, 1078]
ad-body: WHEN visiting Napier make the Provincial Hotel your Headquarters. The Official House for the Troops. Tariff moderate. One minute Station, Theatre, Parade. bbox=[581, 1029, 832, 1078]
ad-signature: A. E. HAYWOOD, Proprietor. bbox=[421, 760, 561, 772]
advertisement bbox=[845, 469, 1095, 639]
ad-title: CHOICE DAIRY FARM. SITUATED ONLY 1½ MILES FROM TE HORO. bbox=[1656, 361, 1869, 407]
column-3 bbox=[575, 106, 838, 1932]
ad-body: situated 6 miles from Waipukurau, all rich alluvial flats, suitable for DAIRYING, FATTENING, and MIXED FARMING. Would Sell 800 Acres or more. PRICE, £32 10s. per acre. Terms arranged. bbox=[852, 899, 1089, 961]
ad-title: FRIDAY MORNING, 24TH MAY, 1918. bbox=[587, 144, 827, 175]
ad-body: Medical and Electrical Masseuse (Certified, England). Nurse Everitt begs to advise her patients of her change of address. Patients desiring treatment should call and consult her at the earliest opportunity. bbox=[60, 1449, 297, 1511]
ad-signature: F. H. WELCH, ESTATE AGENT, MASTERTON. bbox=[1135, 767, 1360, 779]
ad-body: 524 ACRES, Freehold, near Whanganui, all in English grass and crops. LAND MOSTLY RICH FLATS AND UNDULATING, suited for Dairying, Agriculture, or Stud Farm. Plentifully subdivided and watered. Splendid homestead. Present stock: 1800 sheep and 300 head cattle. Eight tons Oats, 3000 WINTER OVER 3 SHEEP TO ACRE. PRICE, £22 10s. per acre; about £3500 cash, balance at 5 per cent. bbox=[1374, 180, 1624, 292]
ad-title: CEDERHOLM AND SON bbox=[87, 1310, 270, 1326]
ad-title: PAINT! PAINT! bbox=[110, 1026, 247, 1049]
advertisement bbox=[317, 785, 567, 919]
advertisement bbox=[1110, 321, 1360, 483]
advertisement bbox=[582, 909, 832, 1001]
ad-signature: WAIRARAPA FARMERS' CO-OP. ASSN., LTD., W. L. RUSHAND, Manager Land Department. bbox=[1117, 1004, 1354, 1027]
advertisement bbox=[845, 750, 1095, 864]
column-heading: AUCTIONS. bbox=[317, 106, 567, 130]
ad-signature: H. F. MCNEILL AND CO., LTD., LAND AND ESTATE AGENTS, 15 FEATHERSTON STREET, WELLINGTON. bbox=[1116, 271, 1354, 306]
ad-title: HOTEL GRAND — CENTRAL bbox=[356, 792, 529, 838]
advertisement bbox=[53, 137, 303, 316]
paper-title: THE DOMINION, THURSDAY, MAY 23, 1918. bbox=[319, 35, 1622, 89]
column-4 bbox=[838, 106, 1102, 1932]
ad-title: TO LET IN JERVOIS QUAY. bbox=[612, 1251, 801, 1297]
ad-signature: LAERY AND COMPANY, LTD. bbox=[682, 1344, 825, 1355]
column-filler bbox=[845, 1229, 1095, 1932]
advertisement bbox=[53, 826, 303, 1013]
column-divider bbox=[574, 100, 575, 1932]
ad-title: WANTED KNOWN — bbox=[628, 1496, 785, 1512]
ad-title: SATURDAY, 11 A.M. PLANT. bbox=[335, 429, 549, 445]
column-heading: TENDERS. bbox=[53, 106, 303, 130]
ad-body: LEASEHOLD. 92 ACRES, for 20 acres, with 6 years to run, 7-roomed house, milking shed, sheds. Owing to ill-health the owner is prepared to sacrifice. Price £1000 for goodwill. bbox=[845, 777, 1096, 827]
advertisement bbox=[845, 869, 1095, 995]
ad-body: FIRST fattening, grazing, or Stud Farm (cattle or sheep), and suitable for dairying. Creamery about 2 miles. Divided into three sections, in 3 L.T. Titles. Area, about 400 acres, in sections from 100 to 300 acres (about). All in grass and most ploughed. Price £30 per acre. bbox=[1374, 838, 1624, 913]
ad-title: UNRESERVED CLEARING SALE OF STOCK, IMPLEMENTS & FURNITURE bbox=[849, 144, 1093, 190]
ad-body: HEAVY PAROID (Plain). Can also be Supplied with RED OR GREEN SLATE SURFACE. For Bungalow Roofs. BUILDING PAPERS, FELTS & WALL BOARDS STOCKED. LOW PRICES. bbox=[53, 536, 304, 585]
advertisement bbox=[1638, 881, 1888, 1038]
